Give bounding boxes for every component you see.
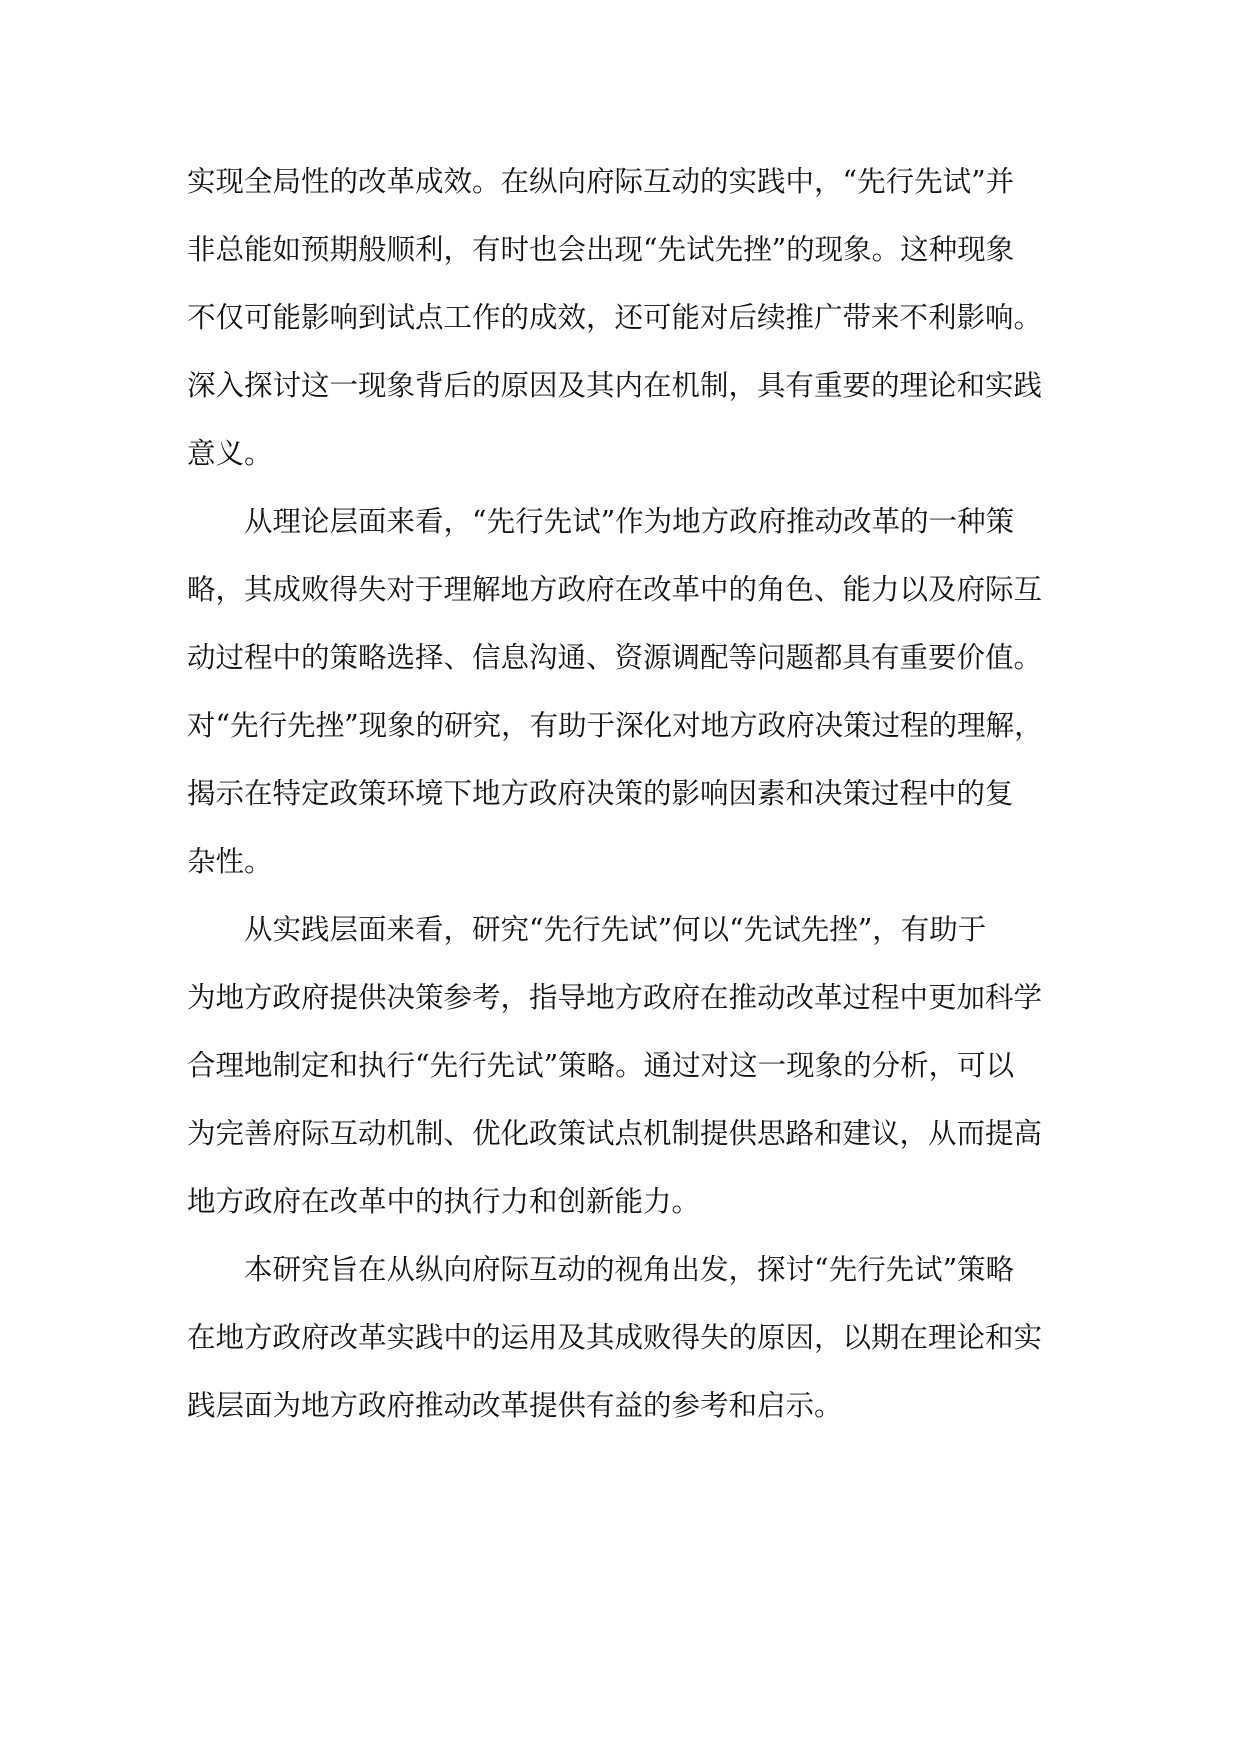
paragraph-first-line: 从实践层面来看，研究“先行先试”何以“先试先挫”，有助于 (244, 913, 987, 946)
paragraph-first-line: 本研究旨在从纵向府际互动的视角出发，探讨“先行先试”策略 (244, 1253, 1015, 1286)
text-line: 非总能如预期般顺利，有时也会出现“先试先挫”的现象。这种现象 (187, 233, 1015, 266)
text-line: 动过程中的策略选择、信息沟通、资源调配等问题都具有重要价值。 (187, 641, 1043, 674)
text-line: 在地方政府改革实践中的运用及其成败得失的原因，以期在理论和实 (187, 1321, 1043, 1354)
text-line: 为地方政府提供决策参考，指导地方政府在推动改革过程中更加科学 (187, 981, 1043, 1014)
text-line: 践层面为地方政府推动改革提供有益的参考和启示。 (187, 1389, 843, 1422)
text-line: 合理地制定和执行“先行先试”策略。通过对这一现象的分析，可以 (187, 1049, 1015, 1082)
text-line: 意义。 (187, 437, 273, 470)
text-line: 深入探讨这一现象背后的原因及其内在机制，具有重要的理论和实践 (187, 369, 1043, 402)
text-line: 实现全局性的改革成效。在纵向府际互动的实践中，“先行先试”并 (187, 165, 1015, 198)
text-line: 略，其成败得失对于理解地方政府在改革中的角色、能力以及府际互 (187, 573, 1043, 606)
text-line: 揭示在特定政策环境下地方政府决策的影响因素和决策过程中的复 (187, 777, 1014, 810)
document-body (187, 148, 1067, 1440)
text-line: 地方政府在改革中的执行力和创新能力。 (187, 1185, 701, 1218)
paragraph-first-line: 从理论层面来看，“先行先试”作为地方政府推动改革的一种策 (244, 505, 1015, 538)
text-line: 对“先行先挫”现象的研究，有助于深化对地方政府决策过程的理解， (187, 709, 1043, 742)
text-line: 为完善府际互动机制、优化政策试点机制提供思路和建议，从而提高 (187, 1117, 1043, 1150)
text-line: 杂性。 (187, 845, 273, 878)
text-line: 不仅可能影响到试点工作的成效，还可能对后续推广带来不利影响。 (187, 301, 1043, 334)
